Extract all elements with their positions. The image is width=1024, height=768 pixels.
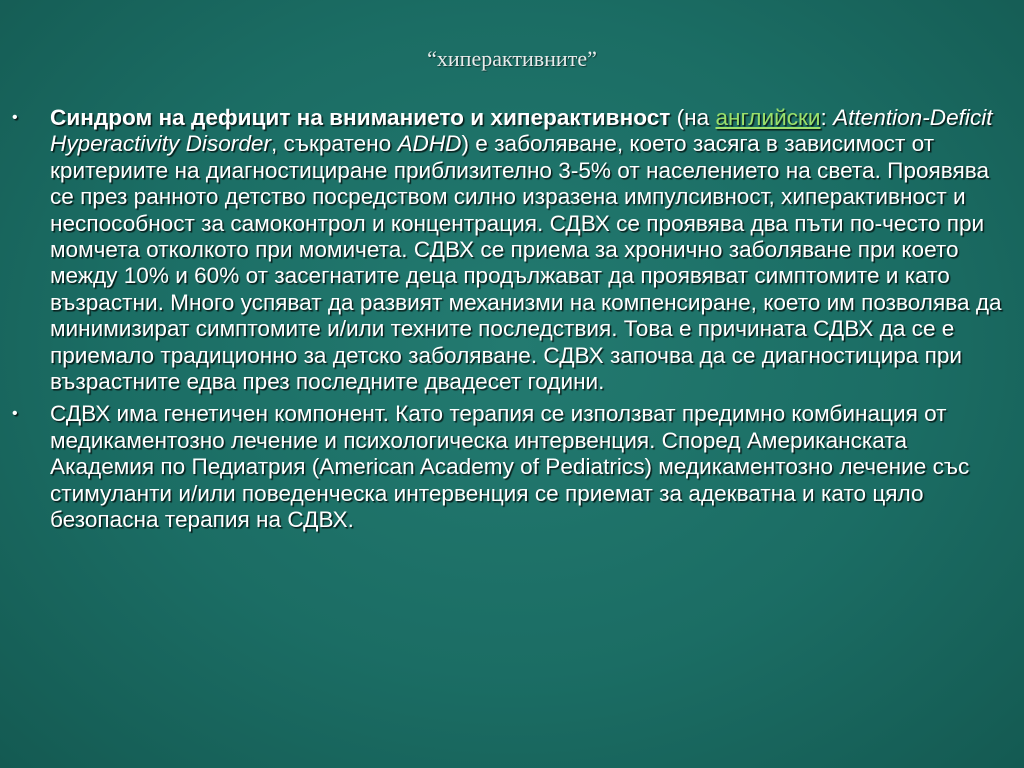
- term-bold: Синдром на дефицит на вниманието и хиперактивност: [50, 105, 671, 130]
- abbr-prefix-text: , съкратено: [270, 131, 398, 157]
- slide-title: “хиперактивните”: [427, 46, 597, 71]
- bullet-body-text: СДВХ има генетичен компонент. Като терапия се използват предимно комбинация от медикаментозно лечение и психологическа интервенция. Според Американската Академия по Педиатрия (American Academy of Pediatrics) медикаментозно лечение със стимуланти и/или поведенческа интервенция се приемат за адекватна и като цяло безопасна терапия на СДВХ.: [50, 401, 970, 533]
- english-term: Attention-Deficit Hyperactivity Disorder: [50, 105, 993, 157]
- colon-text: :: [820, 105, 834, 130]
- english-link[interactable]: английски: [715, 105, 821, 130]
- bullet-dot-icon: •: [12, 405, 18, 423]
- bullet-list: [12, 105, 1002, 540]
- bullet-body-text: ) е заболяване, което засяга в зависимост от критериите на диагностициране приблизително 3-5% от населението на света. Проявява се през ранното детство посредством силно изразена импулсивност, хиперактивност и неспособност за самоконтрол и концентрация. СДВХ се проявява два пъти по-често при момчета отколкото при момичета. СДВХ се приема за хронично заболяване при което между 10% и 60% от засегнатите деца продължават да проявяват симптомите и като възрастни. Много успяват да развият механизми на компенсиране, което им позволява да минимизират симптомите и/или техните последствия. Това е причината СДВХ да се е приемало традиционно за детско заболяване. СДВХ започва да се диагностицира при възрастните едва през последните двадесет години.: [50, 131, 1002, 395]
- bullet-item-therapy: [12, 401, 1002, 533]
- bullet-item-adhd-definition: [12, 105, 1002, 395]
- bullet-dot-icon: •: [12, 109, 18, 126]
- paren-open-text: (на: [670, 105, 716, 130]
- abbreviation: ADHD: [397, 131, 462, 157]
